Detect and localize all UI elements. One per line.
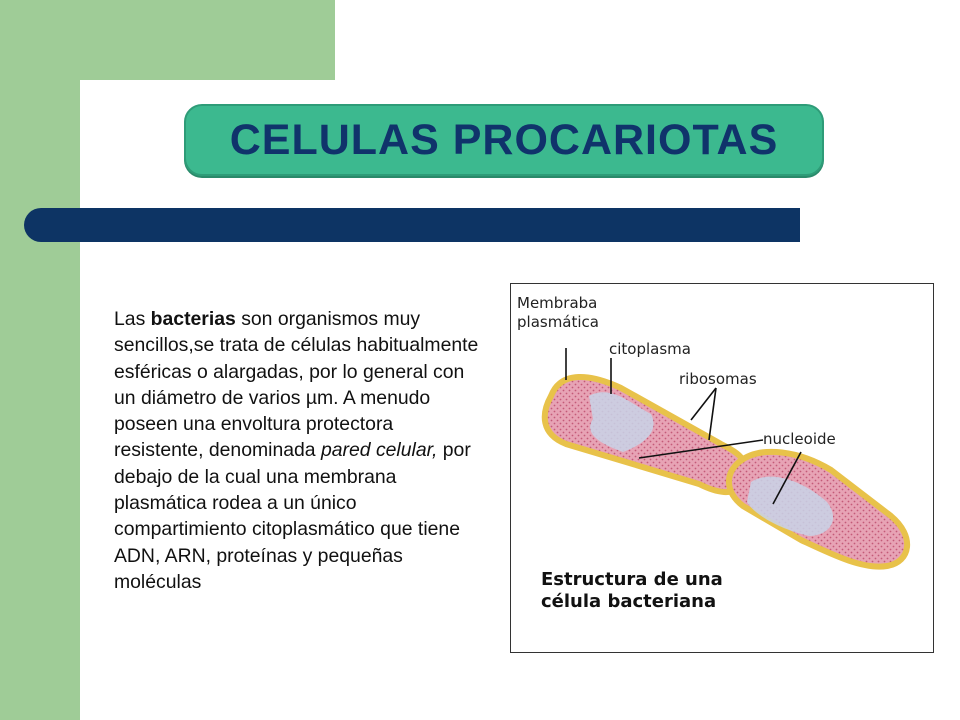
label-membrane-line1: Membraba bbox=[517, 294, 598, 312]
label-membrane-line2: plasmática bbox=[517, 313, 599, 331]
title-underline-bar bbox=[24, 208, 800, 242]
label-ribosomes: ribosomas bbox=[679, 370, 757, 388]
title-banner bbox=[184, 104, 824, 176]
slide-title: CELULAS PROCARIOTAS bbox=[229, 115, 779, 164]
label-nucleoid: nucleoide bbox=[763, 430, 836, 448]
paragraph-text-1: Las bbox=[114, 308, 151, 330]
paragraph-text-3: por debajo de la cual una membrana plasmática rodea a un único compartimiento citoplasmático que tiene ADN, ARN, proteínas y pequeñas moléculas bbox=[114, 439, 471, 593]
decorative-side-strip bbox=[0, 0, 80, 720]
cell-right bbox=[729, 452, 907, 567]
paragraph-italic-term: pared celular, bbox=[320, 439, 438, 462]
paragraph-bold-term: bacterias bbox=[150, 308, 236, 330]
figure-caption-line2: célula bacteriana bbox=[541, 591, 717, 612]
paragraph-text-2: son organismos muy sencillos,se trata de células habitualmente esféricas o alargadas, por lo general con un diámetro de varios µm. A menudo poseen una envoltura protectora resistente, denominada bbox=[114, 308, 479, 462]
figure-caption bbox=[541, 569, 723, 613]
decorative-top-strip bbox=[80, 0, 335, 80]
bacterial-cell-figure bbox=[510, 283, 934, 653]
figure-caption-line1: Estructura de una bbox=[541, 569, 723, 590]
body-paragraph bbox=[114, 306, 486, 595]
label-membrane bbox=[517, 294, 599, 332]
label-cytoplasm: citoplasma bbox=[609, 340, 691, 358]
decorative-corner bbox=[80, 80, 140, 140]
